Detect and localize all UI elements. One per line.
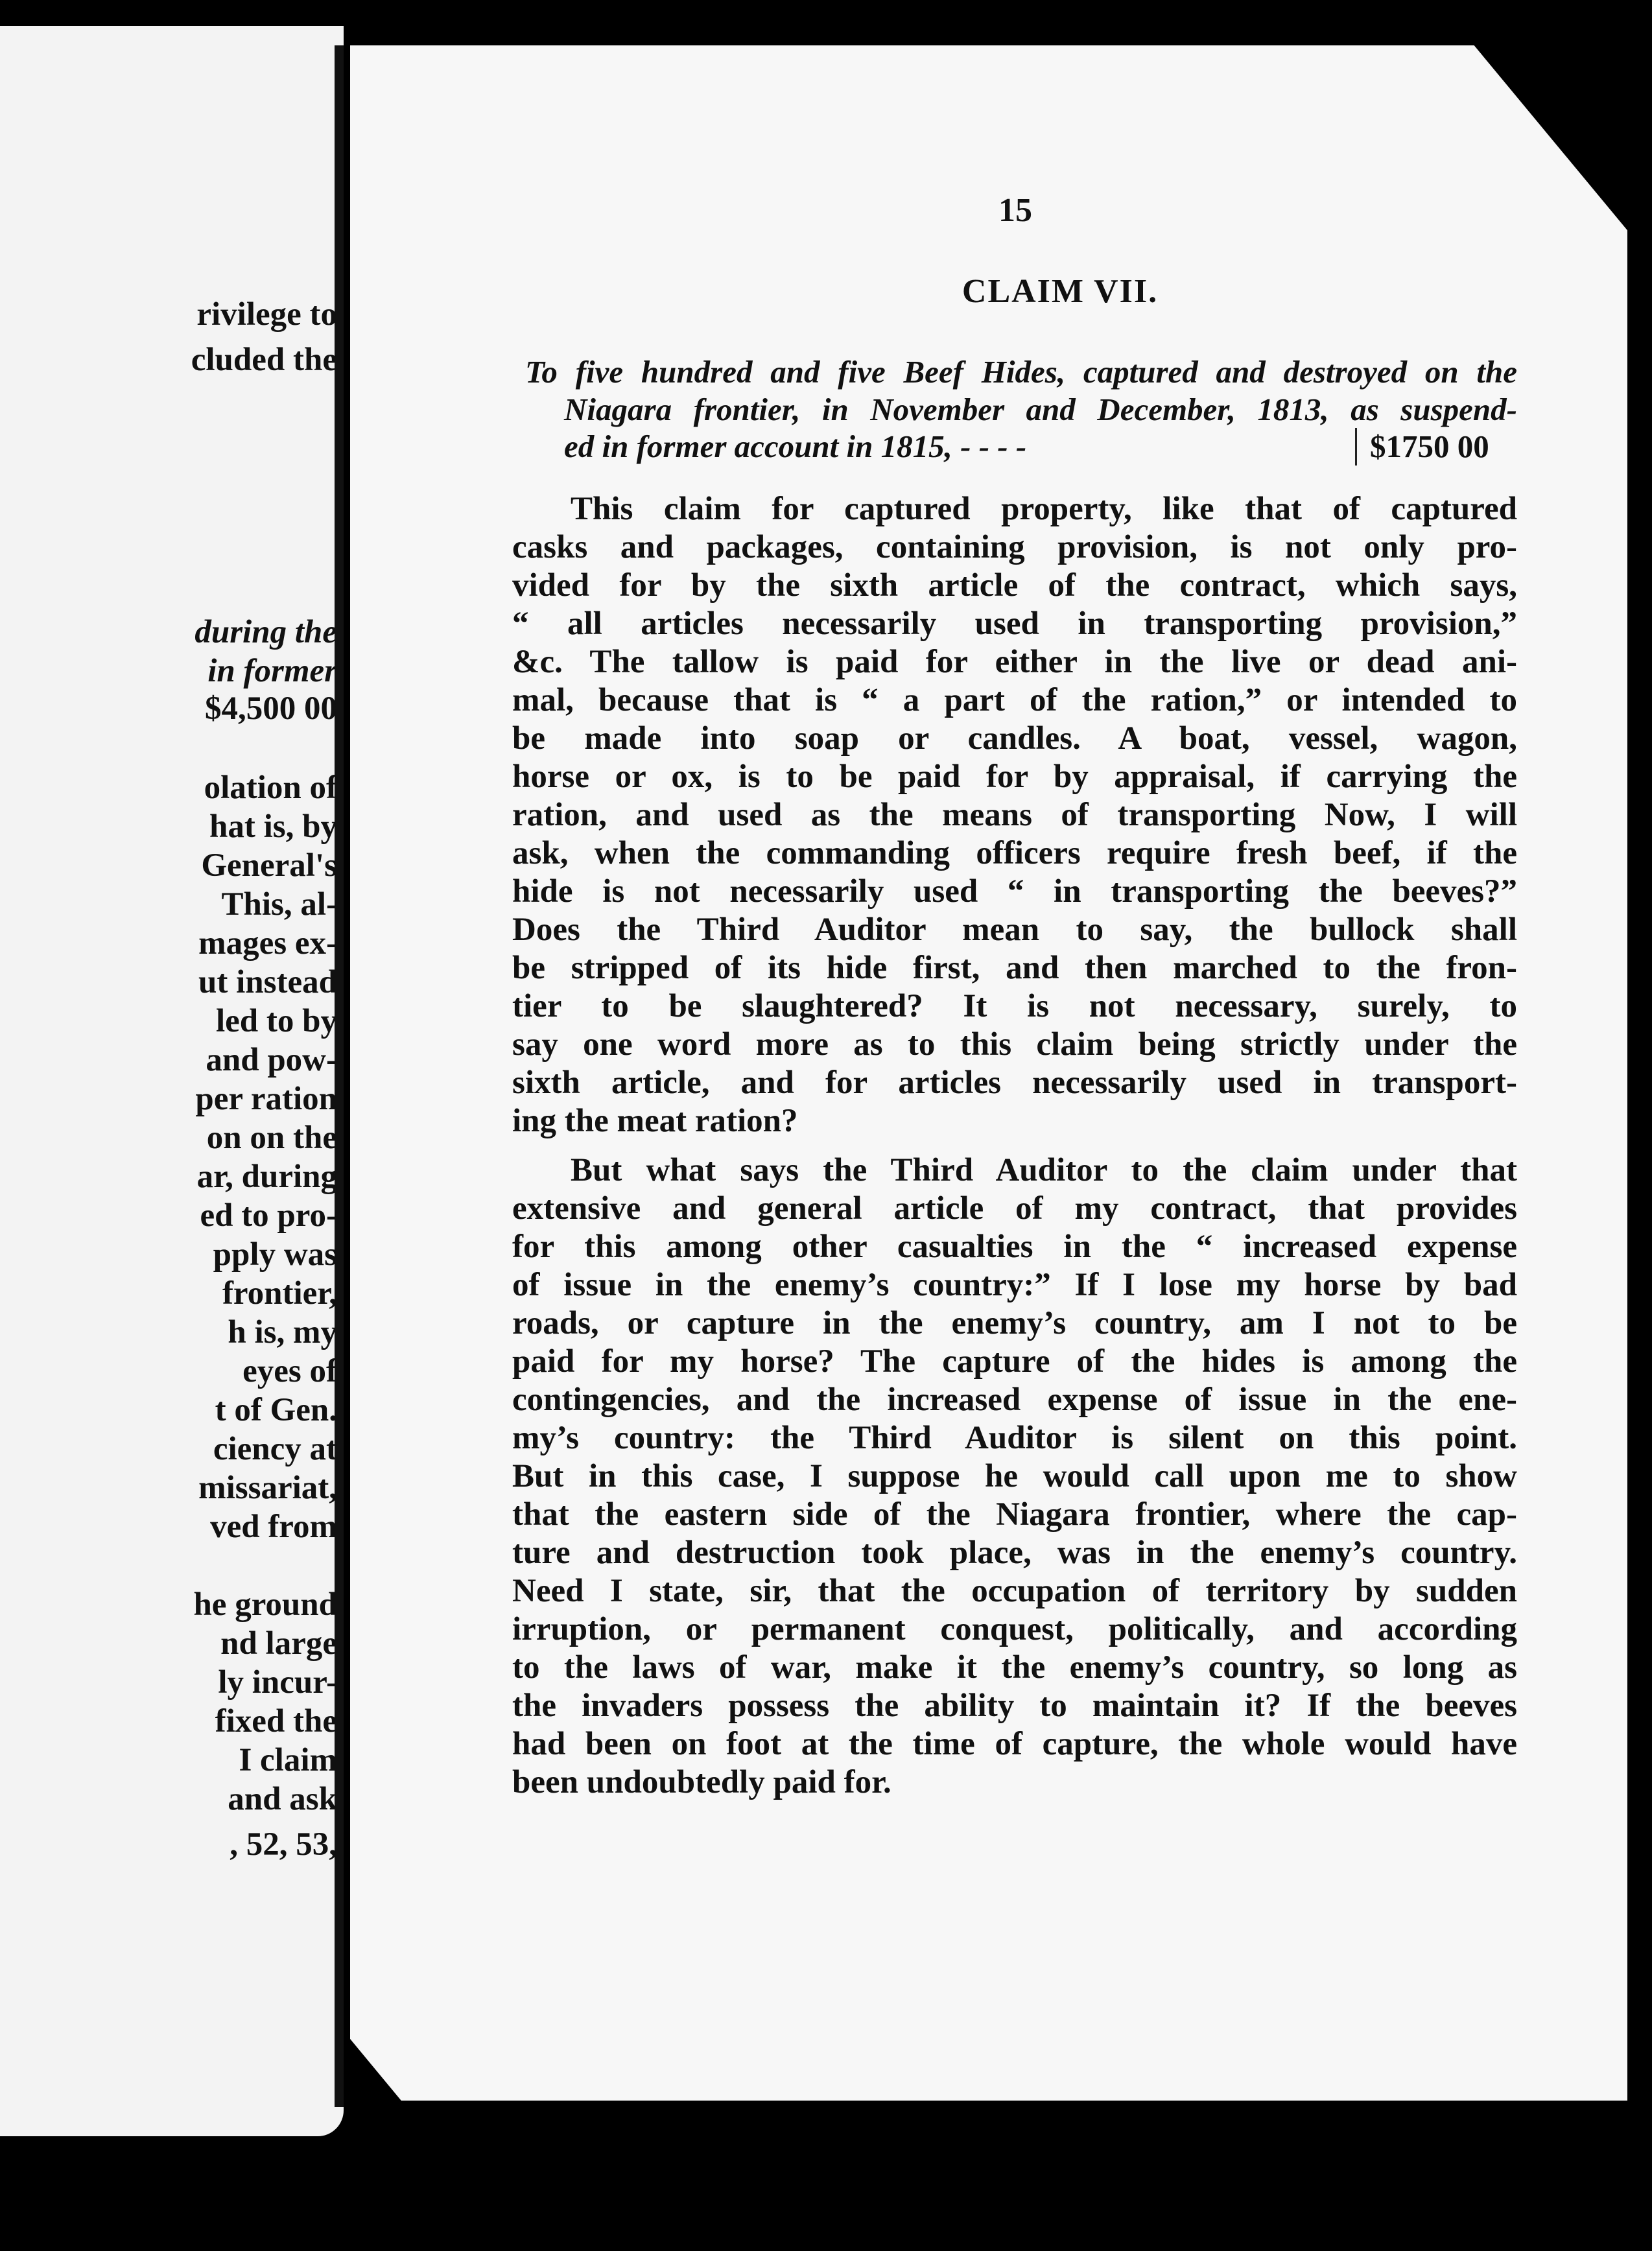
paragraph-line: been undoubtedly paid for. [512, 1764, 891, 1800]
left-page-line: hat is, by [209, 808, 337, 845]
left-page-line: he ground [193, 1586, 337, 1623]
left-page-line: $4,500 00 [205, 690, 337, 727]
paragraph-line: of issue in the enemy’s country:” If I lose my horse by bad [512, 1267, 1517, 1303]
paragraph-line: Does the Third Auditor mean to say, the bullock shall [512, 912, 1517, 948]
left-page-line: ar, during [196, 1159, 337, 1195]
paragraph-line: hide is not necessarily used “ in transporting the beeves?” [512, 873, 1517, 910]
paragraph-line: for this among other casualties in the “ increased expense [512, 1229, 1517, 1265]
paragraph-line: roads, or capture in the enemy’s country, am I not to be [512, 1305, 1517, 1341]
claim-header-line: To five hundred and five Beef Hides, captured and destroyed on the [525, 354, 1517, 390]
left-page-line: , 52, 53, [230, 1826, 337, 1863]
paragraph-line: irruption, or permanent conquest, politically, and according [512, 1611, 1517, 1647]
paragraph-line: say one word more as to this claim being strictly under the [512, 1026, 1517, 1063]
paragraph-line: be stripped of its hide first, and then marched to the fron- [512, 950, 1517, 986]
paragraph-line: horse or ox, is to be paid for by appraisal, if carrying the [512, 759, 1517, 795]
paragraph-line: tier to be slaughtered? It is not necessary, surely, to [512, 988, 1517, 1024]
paragraph-line: &c. The tallow is paid for either in the live or dead ani- [512, 644, 1517, 680]
left-page-line: and pow- [206, 1042, 337, 1078]
page-number: 15 [998, 192, 1032, 229]
left-page-line: and ask [228, 1781, 337, 1817]
claim-header-line: Niagara frontier, in November and December, 1813, as suspend- [564, 392, 1517, 427]
paragraph-line: casks and packages, containing provision, is not only pro- [512, 529, 1517, 565]
left-page-line: missariat, [198, 1470, 337, 1506]
left-page-line: frontier, [222, 1275, 337, 1312]
paragraph-line: that the eastern side of the Niagara frontier, where the cap- [512, 1496, 1517, 1533]
claim-heading: CLAIM VII. [962, 273, 1159, 310]
left-page-line: per ration [195, 1081, 337, 1117]
paragraph-line: extensive and general article of my contract, that provides [512, 1190, 1517, 1227]
paragraph-line: paid for my horse? The capture of the hides is among the [512, 1343, 1517, 1380]
paragraph-line: sixth article, and for articles necessarily used in transport- [512, 1065, 1517, 1101]
left-page-line: led to by [215, 1003, 337, 1039]
left-page-line: ved from [210, 1509, 337, 1545]
left-page-line: t of Gen. [215, 1392, 337, 1428]
left-page-line: ciency at [213, 1431, 337, 1467]
paragraph-line: the invaders possess the ability to maintain it? If the beeves [512, 1688, 1517, 1724]
left-page-line: olation of [204, 770, 337, 806]
paragraph-line: ture and destruction took place, was in the enemy’s country. [512, 1535, 1517, 1571]
left-page-line: in former [207, 653, 337, 689]
left-page-line: ly incur- [218, 1664, 337, 1701]
paragraph-line: to the laws of war, make it the enemy’s country, so long as [512, 1649, 1517, 1686]
left-page-line: cluded the [191, 342, 337, 378]
claim-amount: $1750 00 [1355, 428, 1489, 466]
left-page-line: This, al- [221, 886, 337, 923]
paragraph-line: contingencies, and the increased expense of issue in the ene- [512, 1382, 1517, 1418]
paragraph-line: Need I state, sir, that the occupation of territory by sudden [512, 1573, 1517, 1609]
left-page-line: mages ex- [198, 925, 337, 961]
left-page-line: ed to pro- [200, 1197, 337, 1234]
paragraph-line: ask, when the commanding officers require fresh beef, if the [512, 835, 1517, 871]
paragraph-line: This claim for captured property, like that of captured [571, 491, 1517, 527]
left-page-line: during the [195, 614, 337, 650]
left-page-line: pply was [213, 1236, 337, 1273]
paragraph-line: be made into soap or candles. A boat, vessel, wagon, [512, 720, 1517, 757]
paragraph-line: ration, and used as the means of transporting Now, I will [512, 797, 1517, 833]
left-page-line: nd large [220, 1625, 337, 1662]
paragraph-line: mal, because that is “ a part of the ration,” or intended to [512, 682, 1517, 718]
left-page-line: h is, my [228, 1314, 337, 1350]
paragraph-line: had been on foot at the time of capture, the whole would have [512, 1726, 1517, 1762]
left-page-line: rivilege to [196, 296, 337, 333]
claim-header-line: ed in former account in 1815, - - - - [564, 429, 1027, 464]
left-page-line: eyes of [242, 1353, 337, 1389]
paragraph-line: ing the meat ration? [512, 1103, 798, 1139]
left-page-line: I claim [239, 1742, 337, 1778]
paragraph-line: But in this case, I suppose he would call upon me to show [512, 1458, 1517, 1494]
left-page-line: General's [201, 847, 337, 884]
paragraph-line: vided for by the sixth article of the contract, which says, [512, 567, 1517, 604]
left-page-line: fixed the [215, 1703, 337, 1739]
left-page-line: on on the [206, 1120, 337, 1156]
left-page-line: ut instead [198, 964, 337, 1000]
paragraph-line: “ all articles necessarily used in transporting provision,” [512, 606, 1517, 642]
paragraph-line: my’s country: the Third Auditor is silent on this point. [512, 1420, 1517, 1456]
paragraph-line: But what says the Third Auditor to the claim under that [571, 1152, 1517, 1188]
